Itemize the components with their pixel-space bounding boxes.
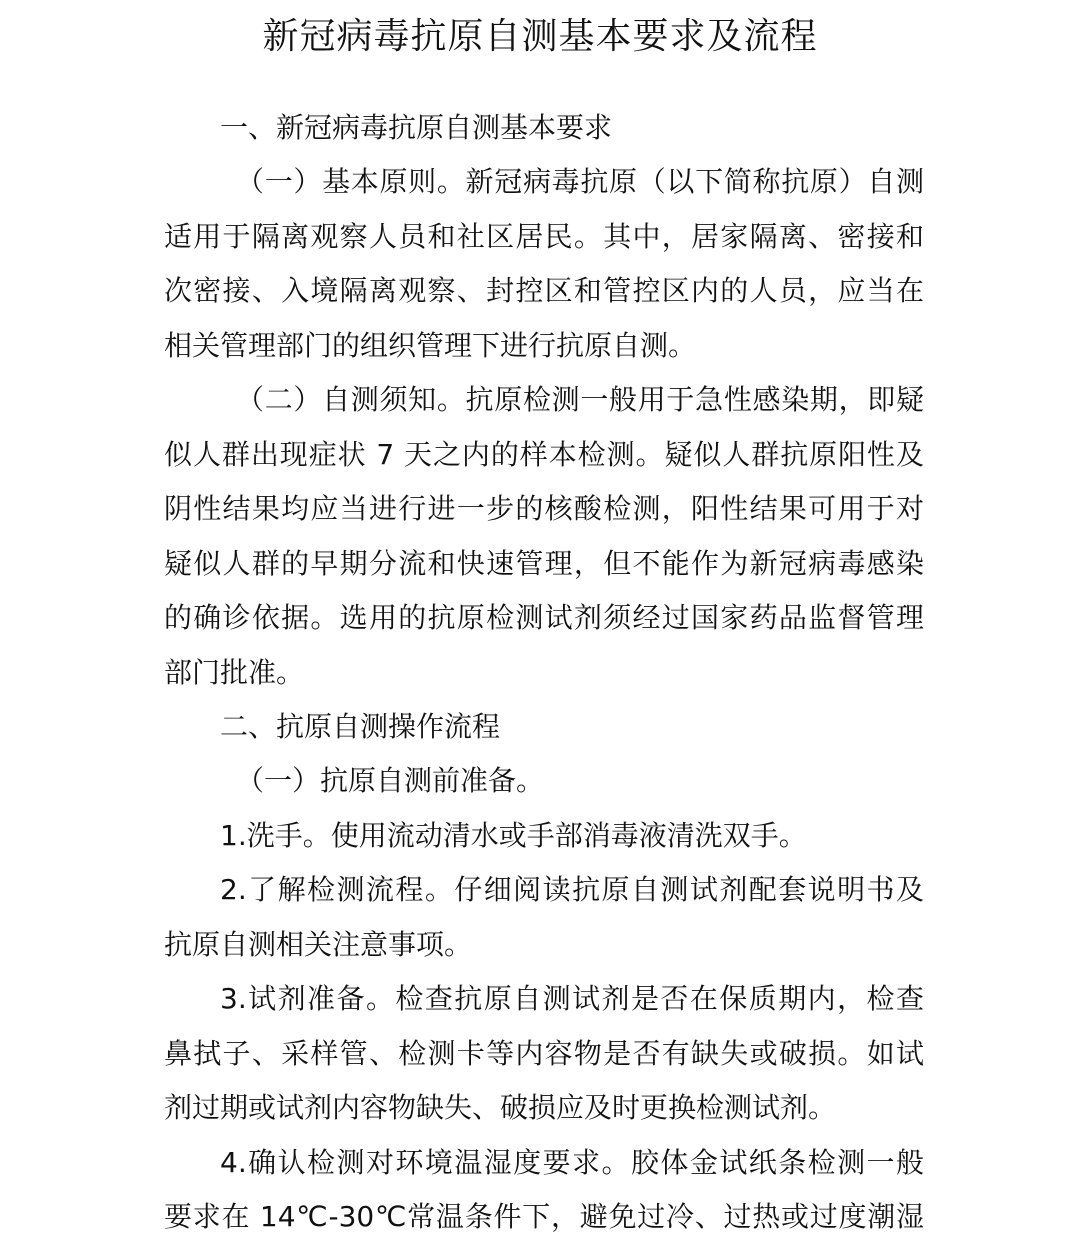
paragraph-line: 鼻拭子、采样管、检测卡等内容物是否有缺失或破损。如试 xyxy=(164,1037,924,1070)
subsection-heading: （一）抗原自测前准备。 xyxy=(236,764,545,797)
paragraph-line: 要求在 14℃-30℃常温条件下，避免过冷、过热或过度潮湿 xyxy=(164,1200,924,1233)
paragraph-line: 的确诊依据。选用的抗原检测试剂须经过国家药品监督管理 xyxy=(164,601,924,634)
paragraph-line: 适用于隔离观察人员和社区居民。其中，居家隔离、密接和 xyxy=(164,220,924,253)
paragraph-line: 3.试剂准备。检查抗原自测试剂是否在保质期内，检查 xyxy=(220,982,924,1015)
paragraph-line: 剂过期或试剂内容物缺失、破损应及时更换检测试剂。 xyxy=(164,1091,837,1124)
paragraph-line: （二）自测须知。抗原检测一般用于急性感染期，即疑 xyxy=(236,383,924,416)
paragraph-line: （一）基本原则。新冠病毒抗原（以下简称抗原）自测 xyxy=(236,165,924,198)
paragraph-line: 相关管理部门的组织管理下进行抗原自测。 xyxy=(164,329,697,362)
paragraph-line: 部门批准。 xyxy=(164,656,305,689)
paragraph-line: 似人群出现症状 7 天之内的样本检测。疑似人群抗原阳性及 xyxy=(164,438,924,471)
document-title: 新冠病毒抗原自测基本要求及流程 xyxy=(262,16,818,57)
paragraph-line: 次密接、入境隔离观察、封控区和管控区内的人员，应当在 xyxy=(164,274,924,307)
paragraph-line: 4.确认检测对环境温湿度要求。胶体金试纸条检测一般 xyxy=(220,1146,924,1179)
paragraph-line: 疑似人群的早期分流和快速管理，但不能作为新冠病毒感染 xyxy=(164,547,924,580)
paragraph-line: 2.了解检测流程。仔细阅读抗原自测试剂配套说明书及 xyxy=(220,873,924,906)
section-heading-2: 二、抗原自测操作流程 xyxy=(220,710,501,743)
paragraph-line: 抗原自测相关注意事项。 xyxy=(164,928,473,961)
paragraph-line: 1.洗手。使用流动清水或手部消毒液清洗双手。 xyxy=(220,819,807,852)
paragraph-line: 阴性结果均应当进行进一步的核酸检测，阳性结果可用于对 xyxy=(164,492,924,525)
section-heading-1: 一、新冠病毒抗原自测基本要求 xyxy=(220,111,613,144)
